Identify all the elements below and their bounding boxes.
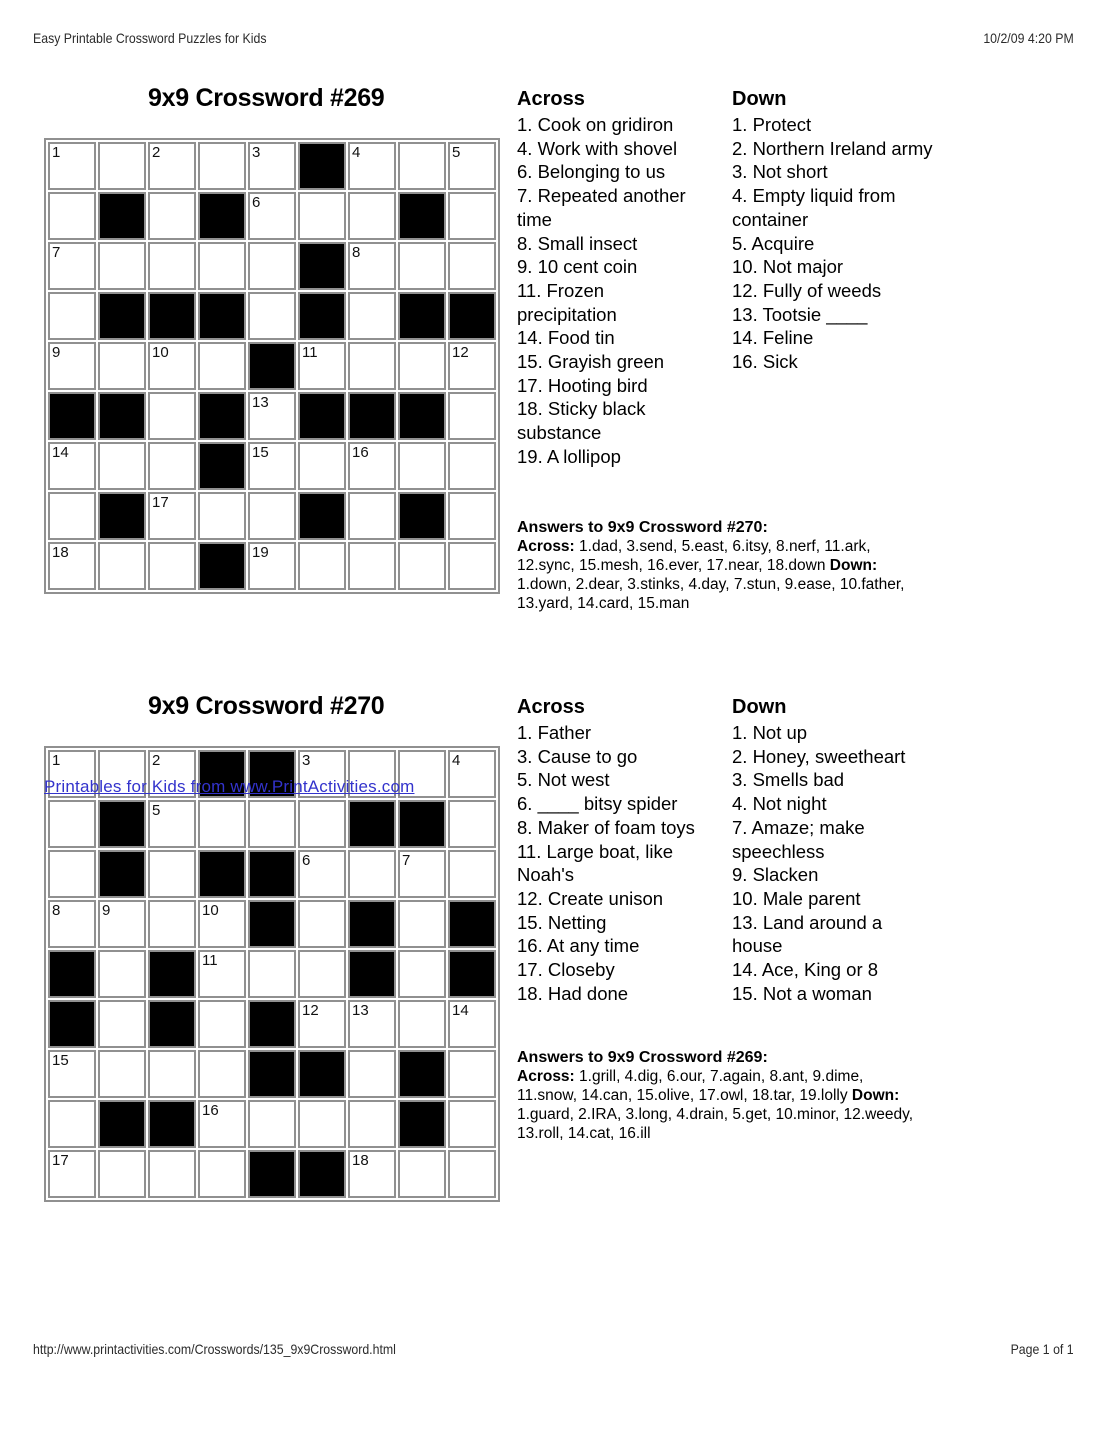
cell-number: 18 xyxy=(52,544,69,561)
white-cell xyxy=(448,192,496,240)
crossword-grid-wrap xyxy=(44,138,500,594)
white-cell xyxy=(248,142,296,190)
white-cell xyxy=(198,900,246,948)
black-cell xyxy=(148,292,196,340)
black-cell xyxy=(98,492,146,540)
answers-heading: Answers to 9x9 Crossword #269: xyxy=(517,1049,768,1066)
white-cell xyxy=(48,900,96,948)
cell-number: 8 xyxy=(352,244,361,261)
white-cell xyxy=(348,1150,396,1198)
black-cell xyxy=(198,292,246,340)
white-cell xyxy=(448,1000,496,1048)
cell-number: 7 xyxy=(402,852,411,869)
black-cell xyxy=(298,392,346,440)
white-cell xyxy=(148,392,196,440)
white-cell xyxy=(398,850,446,898)
cell-number: 15 xyxy=(252,444,269,461)
footer-url: http://www.printactivities.com/Crosswords/135_9x9Crossword.html xyxy=(33,1341,396,1357)
cell-number: 19 xyxy=(252,544,269,561)
answers-body xyxy=(517,537,997,613)
down-clue-line: container xyxy=(732,208,809,230)
cell-number: 9 xyxy=(102,902,111,919)
down-clue-line: 3. Not short xyxy=(732,161,828,183)
down-clue-line: speechless xyxy=(732,840,825,862)
white-cell xyxy=(148,1150,196,1198)
white-cell xyxy=(198,342,246,390)
across-clue-line: 17. Closeby xyxy=(517,959,615,981)
white-cell xyxy=(348,1100,396,1148)
white-cell xyxy=(448,142,496,190)
black-cell xyxy=(98,192,146,240)
puzzle-title: 9x9 Crossword #270 xyxy=(148,692,385,720)
across-clue-line: 3. Cause to go xyxy=(517,745,638,767)
white-cell xyxy=(98,542,146,590)
header xyxy=(33,30,298,46)
header-datetime: 10/2/09 4:20 PM xyxy=(983,30,1074,46)
cell-number: 13 xyxy=(352,1002,369,1019)
footer-page-wrap xyxy=(1002,1341,1074,1357)
down-list xyxy=(732,721,905,1005)
white-cell xyxy=(48,542,96,590)
white-cell xyxy=(298,950,346,998)
down-clue-line: 14. Ace, King or 8 xyxy=(732,959,879,981)
white-cell xyxy=(398,1150,446,1198)
white-cell xyxy=(198,492,246,540)
cell-number: 4 xyxy=(352,144,361,161)
across-clue-line: 5. Not west xyxy=(517,769,610,791)
answers-line: 1.down, 2.dear, 3.stinks, 4.day, 7.stun, 9.ease, 10.father, xyxy=(517,576,905,593)
answers-body xyxy=(517,1067,997,1143)
black-cell xyxy=(48,1000,96,1048)
black-cell xyxy=(298,1050,346,1098)
cell-number: 5 xyxy=(152,802,161,819)
cell-number: 12 xyxy=(302,1002,319,1019)
down-clue-line: 1. Protect xyxy=(732,114,812,135)
black-cell xyxy=(448,292,496,340)
down-clue-line: 9. Slacken xyxy=(732,864,819,886)
cell-number: 12 xyxy=(452,344,469,361)
grid-row xyxy=(48,1100,496,1148)
white-cell xyxy=(98,242,146,290)
white-cell xyxy=(148,142,196,190)
across-clue-line: 17. Hooting bird xyxy=(517,374,648,396)
down-clues xyxy=(732,695,905,1005)
header-title: Easy Printable Crossword Puzzles for Kids xyxy=(33,30,267,46)
cell-number: 11 xyxy=(302,344,318,361)
black-cell xyxy=(98,850,146,898)
white-cell xyxy=(298,850,346,898)
across-clue-line: time xyxy=(517,208,552,230)
white-cell xyxy=(148,850,196,898)
across-clue-line: Noah's xyxy=(517,864,575,886)
grid-row xyxy=(48,242,496,290)
across-clue-line: 9. 10 cent coin xyxy=(517,256,638,278)
white-cell xyxy=(48,1050,96,1098)
white-cell xyxy=(198,800,246,848)
white-cell xyxy=(148,192,196,240)
across-clue-line: 1. Father xyxy=(517,722,592,743)
white-cell xyxy=(448,342,496,390)
answers-line: 12.sync, 15.mesh, 16.ever, 17.near, 18.down Down: xyxy=(517,557,878,574)
black-cell xyxy=(248,342,296,390)
white-cell xyxy=(98,900,146,948)
cell-number: 16 xyxy=(202,1102,219,1119)
white-cell xyxy=(348,292,396,340)
white-cell xyxy=(48,342,96,390)
across-clue-line: 14. Food tin xyxy=(517,327,615,349)
down-clue-line: 13. Land around a xyxy=(732,911,883,933)
white-cell xyxy=(248,492,296,540)
grid-row xyxy=(48,192,496,240)
black-cell xyxy=(398,492,446,540)
down-clue-line: 15. Not a woman xyxy=(732,982,872,1004)
across-clues xyxy=(517,695,695,1005)
white-cell xyxy=(448,442,496,490)
across-clues xyxy=(517,87,686,469)
white-cell xyxy=(298,1100,346,1148)
black-cell xyxy=(348,900,396,948)
white-cell xyxy=(448,1150,496,1198)
black-cell xyxy=(248,850,296,898)
across-header: Across xyxy=(517,88,585,110)
across-clue-line: 18. Had done xyxy=(517,982,629,1004)
white-cell xyxy=(248,800,296,848)
white-cell xyxy=(448,1050,496,1098)
grid-row xyxy=(48,542,496,590)
cell-number: 1 xyxy=(52,144,61,161)
white-cell xyxy=(198,142,246,190)
white-cell xyxy=(98,442,146,490)
crossword-grid xyxy=(44,746,500,1202)
grid-row xyxy=(48,142,496,190)
cell-number: 6 xyxy=(302,852,311,869)
black-cell xyxy=(398,192,446,240)
black-cell xyxy=(248,1150,296,1198)
cell-number: 14 xyxy=(452,1002,469,1019)
down-clue-line: 14. Feline xyxy=(732,327,814,349)
white-cell xyxy=(48,442,96,490)
black-cell xyxy=(98,1100,146,1148)
white-cell xyxy=(298,192,346,240)
white-cell xyxy=(248,292,296,340)
white-cell xyxy=(48,492,96,540)
black-cell xyxy=(198,850,246,898)
cell-number: 18 xyxy=(352,1152,369,1169)
white-cell xyxy=(148,542,196,590)
white-cell xyxy=(398,442,446,490)
down-clue-line: 5. Acquire xyxy=(732,232,815,254)
white-cell xyxy=(448,542,496,590)
black-cell xyxy=(348,800,396,848)
across-list xyxy=(517,721,695,1005)
white-cell xyxy=(198,1000,246,1048)
white-cell xyxy=(148,342,196,390)
across-clue-line: 8. Maker of foam toys xyxy=(517,816,695,838)
white-cell xyxy=(198,950,246,998)
cell-number: 8 xyxy=(52,902,61,919)
white-cell xyxy=(248,542,296,590)
down-clues xyxy=(732,87,933,374)
cell-number: 6 xyxy=(252,194,261,211)
white-cell xyxy=(198,1150,246,1198)
black-cell xyxy=(148,950,196,998)
black-cell xyxy=(248,900,296,948)
white-cell xyxy=(348,1000,396,1048)
white-cell xyxy=(398,1000,446,1048)
white-cell xyxy=(448,392,496,440)
white-cell xyxy=(348,1050,396,1098)
printactivities-link[interactable]: Printables for Kids from www.PrintActivities.com xyxy=(44,777,415,796)
white-cell xyxy=(198,242,246,290)
white-cell xyxy=(48,800,96,848)
across-clue-line: 11. Large boat, like xyxy=(517,840,673,862)
down-header: Down xyxy=(732,696,787,718)
black-cell xyxy=(48,392,96,440)
grid-row xyxy=(48,1000,496,1048)
across-clue-line: 15. Netting xyxy=(517,911,607,933)
black-cell xyxy=(398,392,446,440)
across-clue-line: 18. Sticky black xyxy=(517,398,646,420)
down-clue-line: 1. Not up xyxy=(732,722,808,743)
grid-row xyxy=(48,342,496,390)
cell-number: 1 xyxy=(52,752,61,769)
cell-number: 3 xyxy=(302,752,311,769)
white-cell xyxy=(398,542,446,590)
cell-number: 14 xyxy=(52,444,69,461)
black-cell xyxy=(298,1150,346,1198)
black-cell xyxy=(348,950,396,998)
white-cell xyxy=(448,242,496,290)
grid-row xyxy=(48,292,496,340)
across-clue-line: 8. Small insect xyxy=(517,232,638,254)
down-clue-line: 4. Empty liquid from xyxy=(732,185,896,207)
black-cell xyxy=(148,1000,196,1048)
black-cell xyxy=(398,292,446,340)
answers-block xyxy=(517,1048,997,1143)
white-cell xyxy=(148,1050,196,1098)
black-cell xyxy=(198,192,246,240)
white-cell xyxy=(48,192,96,240)
down-clue-line: 13. Tootsie ____ xyxy=(732,303,868,325)
black-cell xyxy=(248,1000,296,1048)
across-clue-line: 7. Repeated another xyxy=(517,185,686,207)
cell-number: 17 xyxy=(52,1152,69,1169)
grid-row xyxy=(48,1150,496,1198)
down-header: Down xyxy=(732,88,787,110)
answers-block xyxy=(517,518,997,613)
puzzle-title: 9x9 Crossword #269 xyxy=(148,84,385,112)
black-cell xyxy=(398,1050,446,1098)
down-clue-line: 10. Male parent xyxy=(732,887,861,909)
white-cell xyxy=(298,542,346,590)
grid-row xyxy=(48,442,496,490)
grid-row xyxy=(48,950,496,998)
across-clue-line: 12. Create unison xyxy=(517,887,664,909)
crossword-grid xyxy=(44,138,500,594)
grid-row xyxy=(48,392,496,440)
black-cell xyxy=(398,1100,446,1148)
across-clue-line: 4. Work with shovel xyxy=(517,137,678,159)
grid-row xyxy=(48,850,496,898)
cell-number: 5 xyxy=(452,144,461,161)
across-list xyxy=(517,113,686,469)
black-cell xyxy=(398,800,446,848)
white-cell xyxy=(248,442,296,490)
black-cell xyxy=(48,950,96,998)
down-clue-line: 2. Northern Ireland army xyxy=(732,137,933,159)
cell-number: 3 xyxy=(252,144,261,161)
white-cell xyxy=(148,492,196,540)
white-cell xyxy=(348,342,396,390)
white-cell xyxy=(348,492,396,540)
black-cell xyxy=(448,950,496,998)
across-clue-line: substance xyxy=(517,422,602,444)
white-cell xyxy=(248,192,296,240)
crossword-grid-wrap xyxy=(44,746,500,1202)
white-cell xyxy=(298,442,346,490)
black-cell xyxy=(298,242,346,290)
white-cell xyxy=(448,800,496,848)
white-cell xyxy=(48,1150,96,1198)
cell-number: 2 xyxy=(152,144,161,161)
white-cell xyxy=(98,142,146,190)
black-cell xyxy=(198,442,246,490)
across-clue-line: 19. A lollipop xyxy=(517,445,621,467)
black-cell xyxy=(298,292,346,340)
answers-line: Across: 1.dad, 3.send, 5.east, 6.itsy, 8.nerf, 11.ark, xyxy=(517,538,871,555)
white-cell xyxy=(48,292,96,340)
white-cell xyxy=(248,950,296,998)
cell-number: 10 xyxy=(202,902,219,919)
down-clue-line: 10. Not major xyxy=(732,256,844,278)
across-clue-line: 6. ____ bitsy spider xyxy=(517,793,678,815)
black-cell xyxy=(348,392,396,440)
white-cell xyxy=(448,750,496,798)
white-cell xyxy=(98,950,146,998)
cell-number: 11 xyxy=(202,952,218,969)
down-clue-line: 7. Amaze; make xyxy=(732,816,865,838)
white-cell xyxy=(298,900,346,948)
white-cell xyxy=(98,1050,146,1098)
across-clue-line: 16. At any time xyxy=(517,935,640,957)
white-cell xyxy=(248,1100,296,1148)
answers-heading: Answers to 9x9 Crossword #270: xyxy=(517,519,768,536)
white-cell xyxy=(48,1100,96,1148)
answers-line: 13.roll, 14.cat, 16.ill xyxy=(517,1125,651,1142)
white-cell xyxy=(298,1000,346,1048)
white-cell xyxy=(248,392,296,440)
white-cell xyxy=(198,1100,246,1148)
cell-number: 17 xyxy=(152,494,169,511)
black-cell xyxy=(98,392,146,440)
down-clue-line: house xyxy=(732,935,783,957)
white-cell xyxy=(398,142,446,190)
down-clue-line: 16. Sick xyxy=(732,351,798,373)
down-clue-line: 4. Not night xyxy=(732,793,827,815)
answers-line: 1.guard, 2.IRA, 3.long, 4.drain, 5.get, 10.minor, 12.weedy, xyxy=(517,1106,914,1123)
cell-number: 9 xyxy=(52,344,61,361)
grid-row xyxy=(48,1050,496,1098)
answers-line: Across: 1.grill, 4.dig, 6.our, 7.again, 8.ant, 9.dime, xyxy=(517,1068,864,1085)
white-cell xyxy=(48,850,96,898)
white-cell xyxy=(348,242,396,290)
white-cell xyxy=(98,1150,146,1198)
answers-line: 13.yard, 14.card, 15.man xyxy=(517,595,690,612)
white-cell xyxy=(148,800,196,848)
white-cell xyxy=(98,342,146,390)
down-clue-line: 12. Fully of weeds xyxy=(732,279,882,301)
grid-row xyxy=(48,900,496,948)
cell-number: 15 xyxy=(52,1052,69,1069)
across-clue-line: precipitation xyxy=(517,303,617,325)
white-cell xyxy=(148,442,196,490)
across-clue-line: 1. Cook on gridiron xyxy=(517,114,674,135)
cell-number: 16 xyxy=(352,444,369,461)
black-cell xyxy=(448,900,496,948)
footer-page-label: Page 1 of 1 xyxy=(1010,1341,1074,1357)
white-cell xyxy=(148,242,196,290)
black-cell xyxy=(98,292,146,340)
black-cell xyxy=(248,1050,296,1098)
white-cell xyxy=(398,900,446,948)
across-header: Across xyxy=(517,696,585,718)
white-cell xyxy=(348,850,396,898)
down-clue-line: 3. Smells bad xyxy=(732,769,845,791)
white-cell xyxy=(398,342,446,390)
down-list xyxy=(732,113,933,374)
cell-number: 4 xyxy=(452,752,461,769)
cell-number: 7 xyxy=(52,244,61,261)
white-cell xyxy=(398,242,446,290)
white-cell xyxy=(348,442,396,490)
white-cell xyxy=(198,1050,246,1098)
white-cell xyxy=(448,492,496,540)
answers-line: 11.snow, 14.can, 15.olive, 17.owl, 18.tar, 19.lolly Down: xyxy=(517,1087,900,1104)
black-cell xyxy=(98,800,146,848)
white-cell xyxy=(98,1000,146,1048)
white-cell xyxy=(298,342,346,390)
grid-row xyxy=(48,800,496,848)
white-cell xyxy=(448,850,496,898)
black-cell xyxy=(298,492,346,540)
black-cell xyxy=(298,142,346,190)
white-cell xyxy=(148,900,196,948)
across-clue-line: 11. Frozen xyxy=(517,279,605,301)
white-cell xyxy=(348,142,396,190)
footer-url-wrap xyxy=(33,1341,445,1357)
black-cell xyxy=(198,542,246,590)
across-clue-line: 15. Grayish green xyxy=(517,351,665,373)
down-clue-line: 2. Honey, sweetheart xyxy=(732,745,906,767)
white-cell xyxy=(48,142,96,190)
header-datetime-wrap xyxy=(971,30,1074,46)
white-cell xyxy=(298,800,346,848)
black-cell xyxy=(198,392,246,440)
white-cell xyxy=(348,542,396,590)
cell-number: 10 xyxy=(152,344,169,361)
grid-row xyxy=(48,492,496,540)
white-cell xyxy=(248,242,296,290)
cell-number: 13 xyxy=(252,394,269,411)
black-cell xyxy=(148,1100,196,1148)
white-cell xyxy=(448,1100,496,1148)
white-cell xyxy=(348,192,396,240)
across-clue-line: 6. Belonging to us xyxy=(517,161,666,183)
white-cell xyxy=(398,950,446,998)
white-cell xyxy=(48,242,96,290)
cell-number: 2 xyxy=(152,752,161,769)
